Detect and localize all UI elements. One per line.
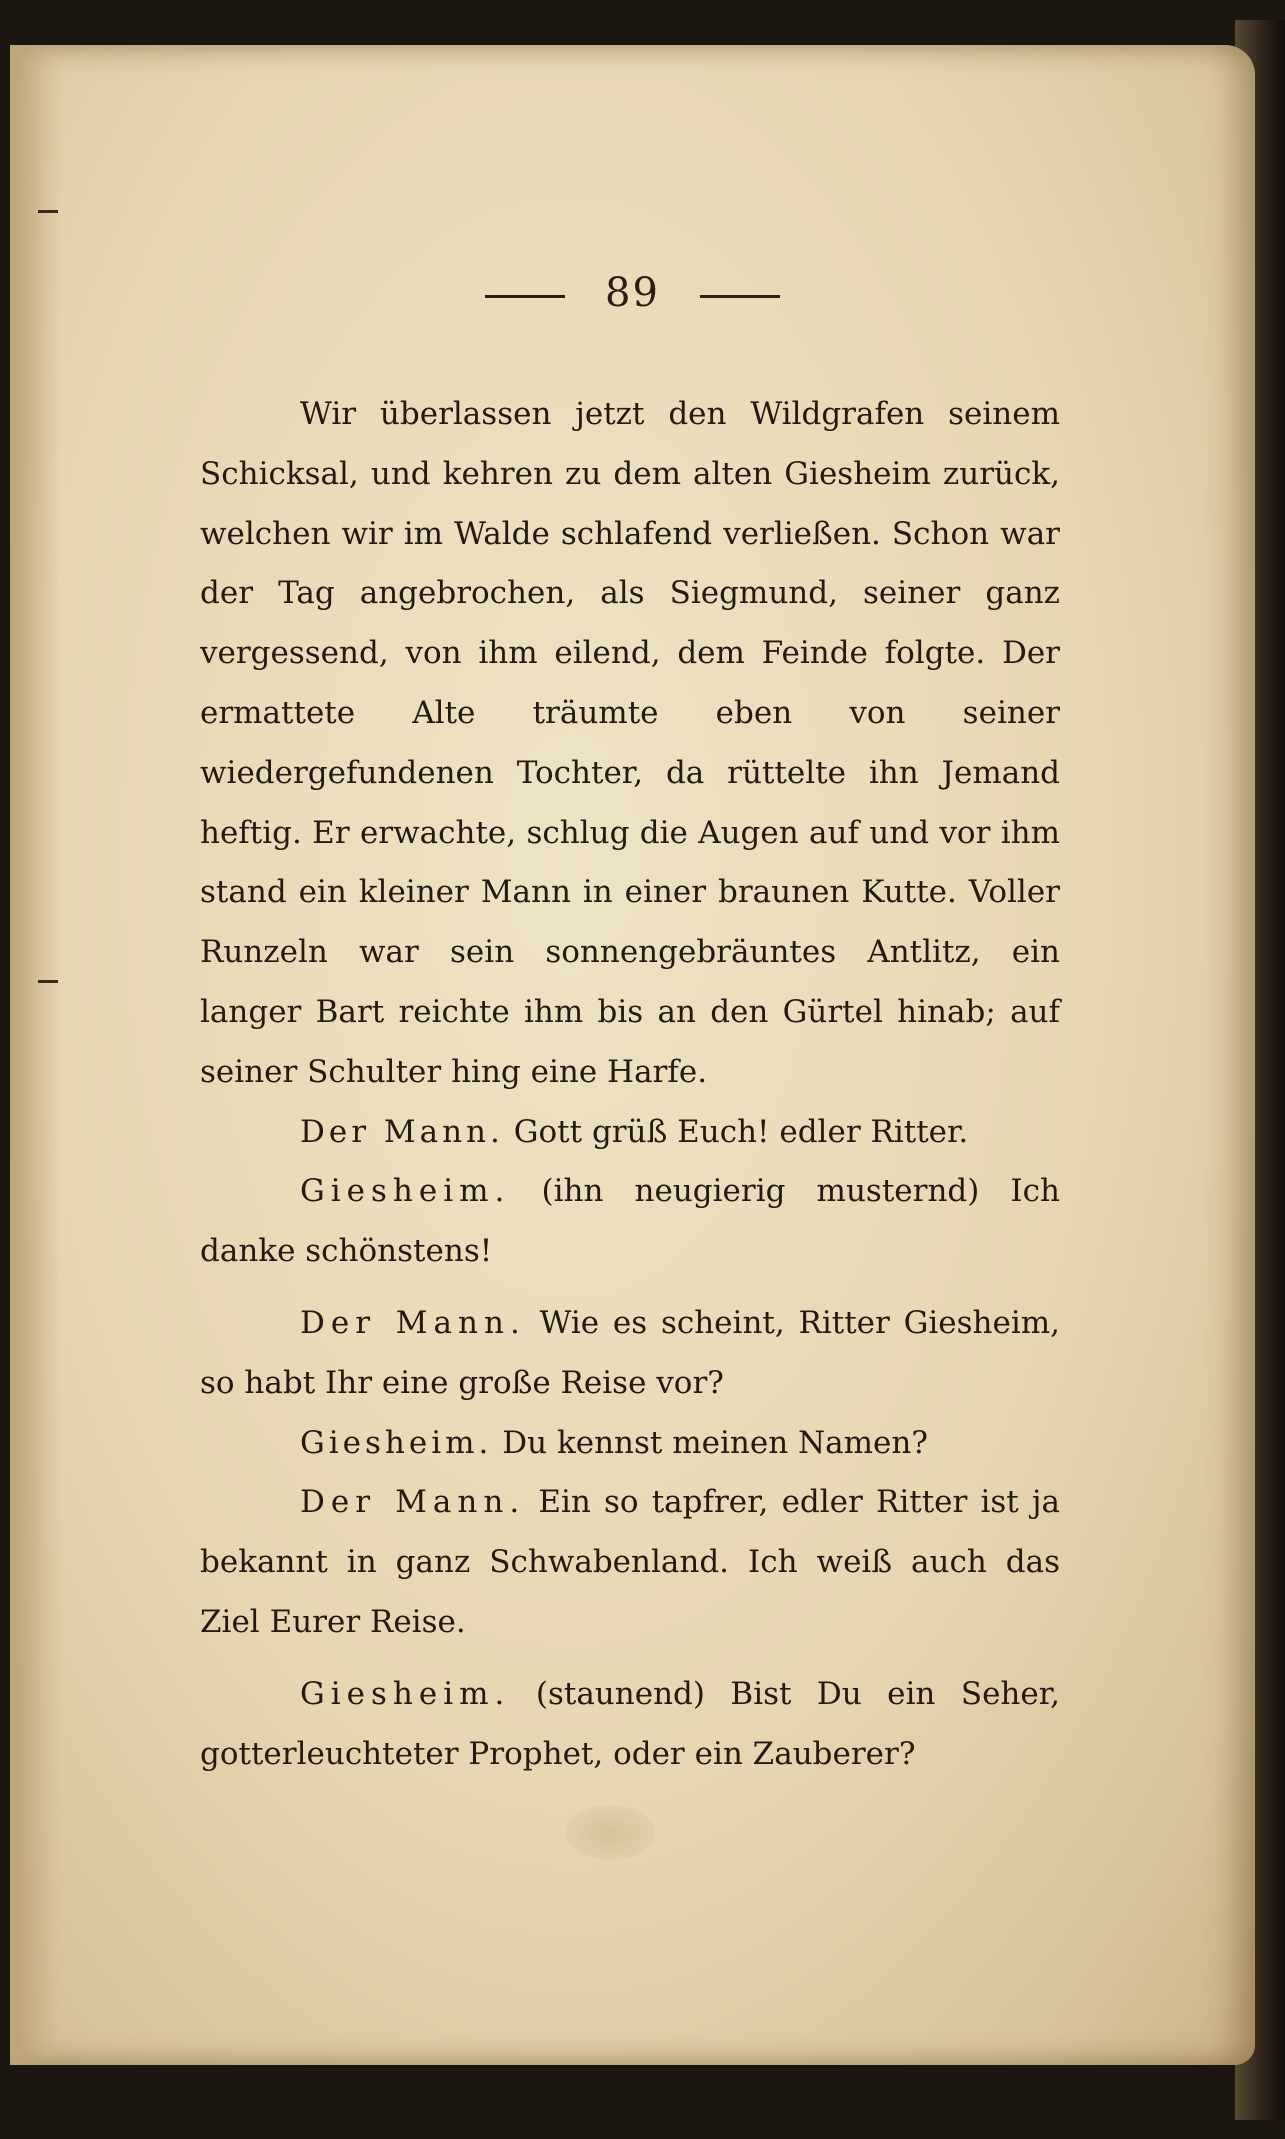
- header-dash-right: [700, 295, 780, 298]
- book-page: [10, 45, 1255, 2065]
- speech-text: (staunend) Bist Du ein Seher, gotterleuchteter Prophet, oder ein Zauberer?: [200, 1675, 1060, 1772]
- dialogue-line: [200, 1473, 1060, 1652]
- margin-mark: [38, 210, 58, 213]
- paper-stain: [565, 1805, 655, 1860]
- dialogue-line: [200, 1103, 1060, 1163]
- speaker-name: Giesheim.: [300, 1675, 511, 1712]
- margin-mark: [38, 980, 58, 983]
- speaker-name: Der Mann.: [300, 1484, 526, 1521]
- speech-text: Wie es scheint, Ritter Giesheim, so habt Ihr eine große Reise vor?: [200, 1304, 1060, 1401]
- speaker-name: Der Mann.: [300, 1304, 526, 1341]
- speech-text: (ihn neugierig musternd) Ich danke schönstens!: [200, 1173, 1060, 1270]
- narrative-paragraph: Wir überlassen jetzt den Wildgrafen seinem Schicksal, und kehren zu dem alten Giesheim zurück, welchen wir im Walde schlafend verließen. Schon war der Tag angebrochen, als Siegmund, seiner ganz vergessend, von ihm eilend, dem Feinde folgte. Der ermattete Alte träumte eben von seiner wiedergefundenen Tochter, da rüttelte ihn Jemand heftig. Er erwachte, schlug die Augen auf und vor ihm stand ein kleiner Mann in einer braunen Kutte. Voller Runzeln war sein sonnengebräuntes Antlitz, ein langer Bart reichte ihm bis an den Gürtel hinab; auf seiner Schulter hing eine Harfe.: [200, 396, 1060, 1090]
- dialogue-line: [200, 1414, 1060, 1474]
- speaker-name: Giesheim.: [300, 1424, 493, 1461]
- dialogue-line: [200, 1665, 1060, 1785]
- page-header: [10, 270, 1255, 316]
- speech-text: Du kennst meinen Namen?: [502, 1424, 928, 1461]
- page-number: 89: [605, 270, 660, 316]
- speech-text: Ein so tapfrer, edler Ritter ist ja bekannt in ganz Schwabenland. Ich weiß auch das Ziel Eurer Reise.: [200, 1484, 1060, 1640]
- speaker-name: Giesheim.: [300, 1173, 511, 1210]
- dialogue-line: [200, 1294, 1060, 1414]
- header-dash-left: [485, 295, 565, 298]
- speech-text: Gott grüß Euch! edler Ritter.: [513, 1113, 969, 1150]
- page-gutter: [10, 45, 60, 2065]
- dialogue-line: [200, 1162, 1060, 1282]
- page-body: [200, 385, 1060, 1784]
- speaker-name: Der Mann.: [300, 1113, 504, 1150]
